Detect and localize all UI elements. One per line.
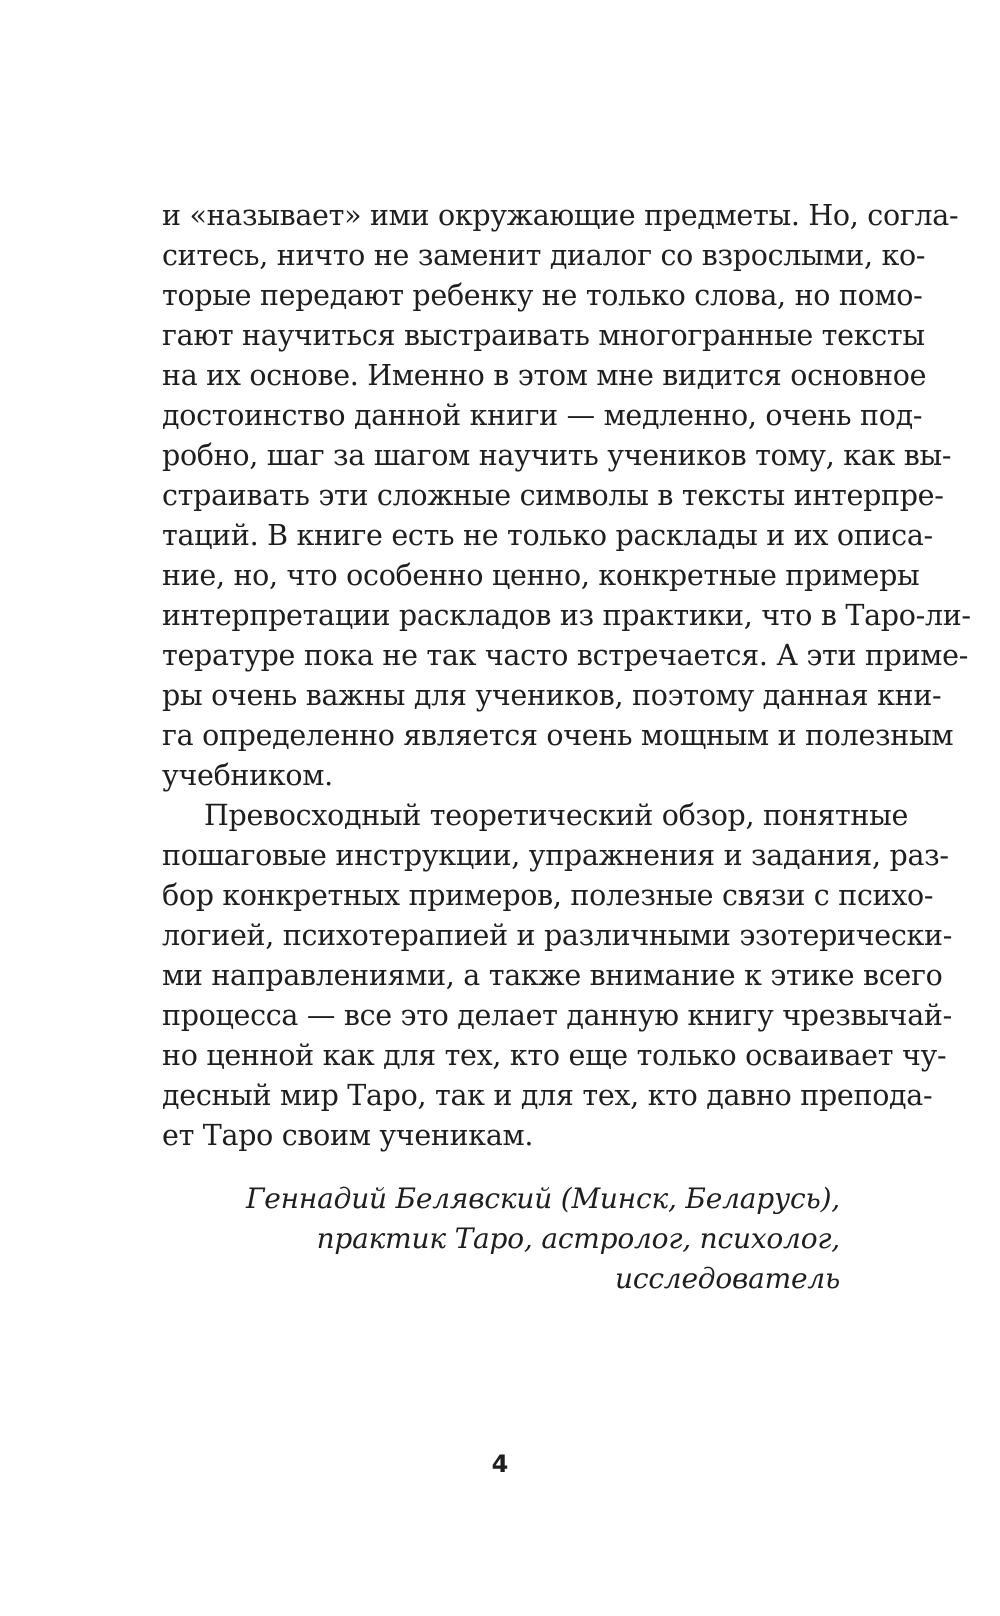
- signature-line: исследователь: [615, 1262, 840, 1295]
- text-line: но ценной как для тех, кто еще только осваивает чу-: [162, 1039, 947, 1072]
- text-line: на их основе. Именно в этом мне видится основное: [162, 359, 927, 392]
- text-line: торые передают ребенку не только слова, но помо-: [162, 279, 923, 312]
- body-text: [162, 196, 971, 1156]
- text-line: достоинство данной книги — медленно, очень под-: [162, 399, 923, 432]
- text-line: страивать эти сложные символы в тексты интерпре-: [162, 479, 944, 512]
- signature-line: практик Таро, астролог, психолог,: [316, 1222, 840, 1255]
- text-line: десный мир Таро, так и для тех, кто давно препода-: [162, 1079, 933, 1112]
- text-line: ми направлениями, а также внимание к этике всего: [162, 959, 943, 992]
- text-line: пошаговые инструкции, упражнения и задания, раз-: [162, 839, 949, 872]
- page-number: 4: [491, 1450, 509, 1478]
- text-line: бор конкретных примеров, полезные связи с психо-: [162, 879, 934, 912]
- signature-line: Геннадий Белявский (Минск, Беларусь),: [245, 1182, 840, 1215]
- paragraph-1: [162, 196, 971, 796]
- author-signature: [162, 1179, 840, 1299]
- text-line: учебником.: [162, 759, 333, 792]
- text-line: робно, шаг за шагом научить учеников тому, как вы-: [162, 439, 952, 472]
- text-line: тературе пока не так часто встречается. А эти приме-: [162, 639, 969, 672]
- text-line: ние, но, что особенно ценно, конкретные примеры: [162, 559, 920, 592]
- text-line: ситесь, ничто не заменит диалог со взрослыми, ко-: [162, 239, 926, 272]
- text-line: ет Таро своим ученикам.: [162, 1119, 534, 1152]
- text-line: таций. В книге есть не только расклады и их описа-: [162, 519, 933, 552]
- text-line: процесса — все это делает данную книгу чрезвычай-: [162, 999, 952, 1032]
- text-line: логией, психотерапией и различными эзотерически-: [162, 919, 953, 952]
- text-line: Превосходный теоретический обзор, понятные: [204, 799, 909, 832]
- text-line: и «называет» ими окружающие предметы. Но, согла-: [162, 199, 959, 232]
- paragraph-2: [162, 796, 953, 1156]
- text-line: га определенно является очень мощным и полезным: [162, 719, 954, 752]
- text-line: гают научиться выстраивать многогранные тексты: [162, 319, 925, 352]
- text-line: интерпретации раскладов из практики, что в Таро-ли-: [162, 599, 971, 632]
- text-line: ры очень важны для учеников, поэтому данная кни-: [162, 679, 942, 712]
